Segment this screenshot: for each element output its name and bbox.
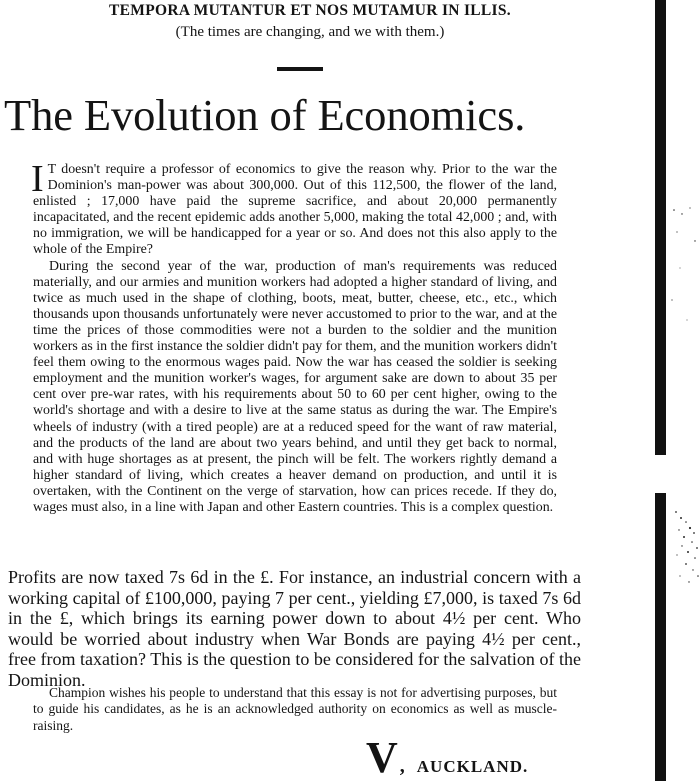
signature-block (366, 733, 529, 782)
scan-edge-bar (655, 0, 666, 781)
signature-comma: , (399, 755, 405, 777)
scan-edge-gap (655, 455, 666, 493)
signature-initial: V (366, 733, 398, 782)
latin-motto: TEMPORA MUTANTUR ET NOS MUTAMUR IN ILLIS. (109, 2, 511, 19)
section-divider (277, 67, 323, 71)
scan-speckle-noise (668, 180, 700, 600)
drop-cap: I (31, 158, 44, 200)
paragraph-1-text: T doesn't require a professor of economics to give the reason why. Prior to the war the Dominion's man-power was about 300,000. Out of this 112,500, the flower of the land, enlisted ; 17,000 have paid the supreme sacrifice, and about 20,000 permanently incapacitated, and the recent epidemic adds another 5,000, making the total 42,000 ; and, with no immigration, we will be handicapped for a year or so. And does not this also apply to the whole of the Empire? (33, 162, 557, 258)
motto-translation: (The times are changing, and we with them.) (175, 24, 445, 40)
paragraph-opening (31, 158, 557, 259)
paragraph-profits: Profits are now taxed 7s 6d in the £. For instance, an industrial concern with a working capital of £100,000, paying 7 per cent., yielding £7,000, is taxed 7s 6d in the £, which brings its earning power down to about 4½ per cent. Who would be worried about industry when War Bonds are paying 4½ per cent., free from taxation? This is the question to be considered for the salvation of the Dominion. (8, 567, 581, 690)
signature-place: AUCKLAND. (416, 757, 529, 776)
article-headline: The Evolution of Economics. (4, 90, 526, 140)
closing-note: Champion wishes his people to understand that this essay is not for advertising purposes, but to guide his candidates, as he is an acknowledged authority on economics as well as muscle-raising. (33, 685, 557, 733)
article-body (31, 158, 557, 516)
paragraph-2: During the second year of the war, production of man's requirements was reduced materially, and our armies and munition workers had adopted a higher standard of living, and twice as much used in the shape of clothing, boots, meat, butter, cheese, etc., etc., which thousands upon thousands unfortunately were never accustomed to prior to the war, and at the time the prices of those commodities were not a burden to the soldier and the munition workers as in the first instance the soldier didn't pay for them, and the munition workers didn't feel them owing to the enormous wages paid. Now the war has ceased the soldier is seeking employment and the munition worker's wages, for argument sake are down to about 35 per cent over pre-war rates, with his requirements about 50 to 60 per cent higher, owing to the world's shortage and with a desire to live at the same status as during the war. The Empire's wheels of industry (with a tired people) are at a reduced speed for the want of raw material, and the products of the land are about two years behind, and until they get back to normal, and with huge shortages as at present, the pinch will be felt. The workers rightly demand a higher standard of living, which creates a heaver demand on production, and until it is overtaken, with the Continent on the verge of starvation, how can prices recede. If they do, wages must also, in a line with Japan and other Eastern countries. This is a complex question. (33, 258, 557, 515)
